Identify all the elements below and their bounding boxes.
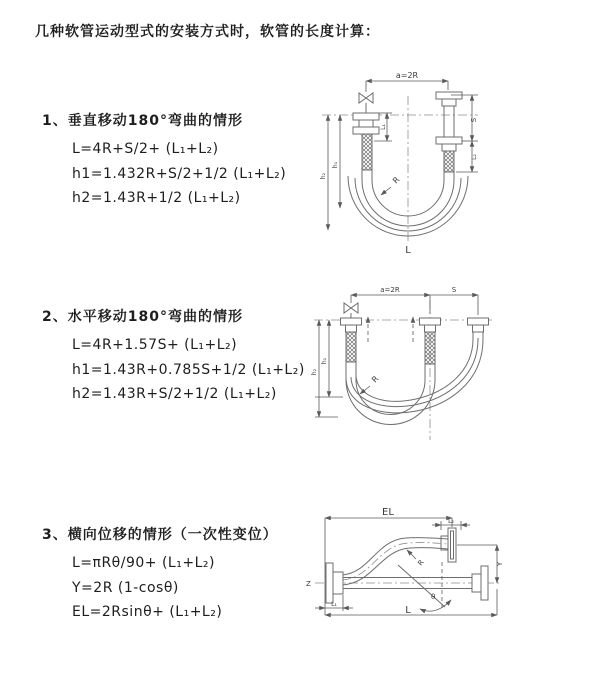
left-flange [326,563,343,603]
braided-hose-section [346,332,356,362]
braided-hose-section [444,151,454,172]
dim-y-label: Y [496,561,504,567]
valve-icon [359,93,373,103]
dim-h2-label: h₂ [311,368,318,376]
radius-label: R [416,558,426,568]
formula-y: Y=2R (1-cosθ) [72,579,179,596]
section-2-formulas [42,333,305,407]
dim-h2-label: h₂ [320,172,327,180]
formula-h1: h1=1.432R+S/2+1/2 (L₁+L₂) [72,165,287,182]
middle-connector [420,318,441,364]
angle-theta-label: θ [431,593,436,601]
dim-l2-label: L₂ [448,518,454,525]
axis-z-label: Z [306,580,311,588]
formula-h1: h1=1.43R+0.785S+1/2 (L₁+L₂) [72,361,305,378]
dim-h1-label: h₁ [332,161,339,169]
section-3-heading: 3、横向位移的情形（一次性变位） [42,527,278,543]
dim-s-label: S [470,117,478,123]
right-connector [436,92,462,180]
section-2-heading: 2、水平移动180°弯曲的情形 [42,309,243,325]
right-flange [472,566,488,600]
hose-position-2 [346,332,483,413]
braided-hose-section [425,332,435,364]
braided-hose-section [362,134,372,170]
dim-a2r-label: a=2R [395,71,419,80]
dim-a2r-label: a=2R [380,286,400,294]
dim-l1-label: L₁ [331,601,337,608]
right-connector [468,318,489,332]
valve-icon [344,303,358,313]
radius-label: R [370,374,381,385]
dim-h1-label: h₁ [321,357,328,365]
dim-l-label: L [405,245,411,256]
page-title: 几种软管运动型式的安装方式时，软管的长度计算： [35,24,380,40]
left-connector [341,318,362,362]
section-1-heading: 1、垂直移动180°弯曲的情形 [42,113,243,129]
dim-l-label: L [405,605,411,616]
formula-h2: h2=1.43R+S/2+1/2 (L₁+L₂) [72,386,277,402]
section-3 [42,524,278,625]
hose-position-1 [346,362,435,425]
angle-theta-construction [398,562,451,611]
left-connector [353,113,379,170]
dim-s-label: S [451,286,457,294]
radius-label: R [391,175,402,186]
dim-el-label: EL [382,507,394,518]
formula-length: L=πRθ/90+ (L₁+L₂) [72,555,215,571]
diagram-lateral-displacement [300,503,577,648]
diagram-vertical-180-bend [298,68,548,258]
dim-l1-label: L₁ [380,124,387,130]
diagram-horizontal-180-bend [306,284,561,449]
section-2 [42,306,305,407]
formula-length: L=4R+1.57S+ (L₁+L₂) [72,337,238,353]
upper-flange [441,528,456,562]
dim-l2-label: L₂ [471,154,478,160]
formula-h2: h2=1.43R+1/2 (L₁+L₂) [72,190,241,206]
section-3-formulas [42,551,278,625]
section-1-formulas [42,137,286,211]
formula-el: EL=2Rsinθ+ (L₁+L₂) [72,604,223,620]
section-1 [42,110,286,211]
formula-length: L=4R+S/2+ (L₁+L₂) [72,141,219,157]
